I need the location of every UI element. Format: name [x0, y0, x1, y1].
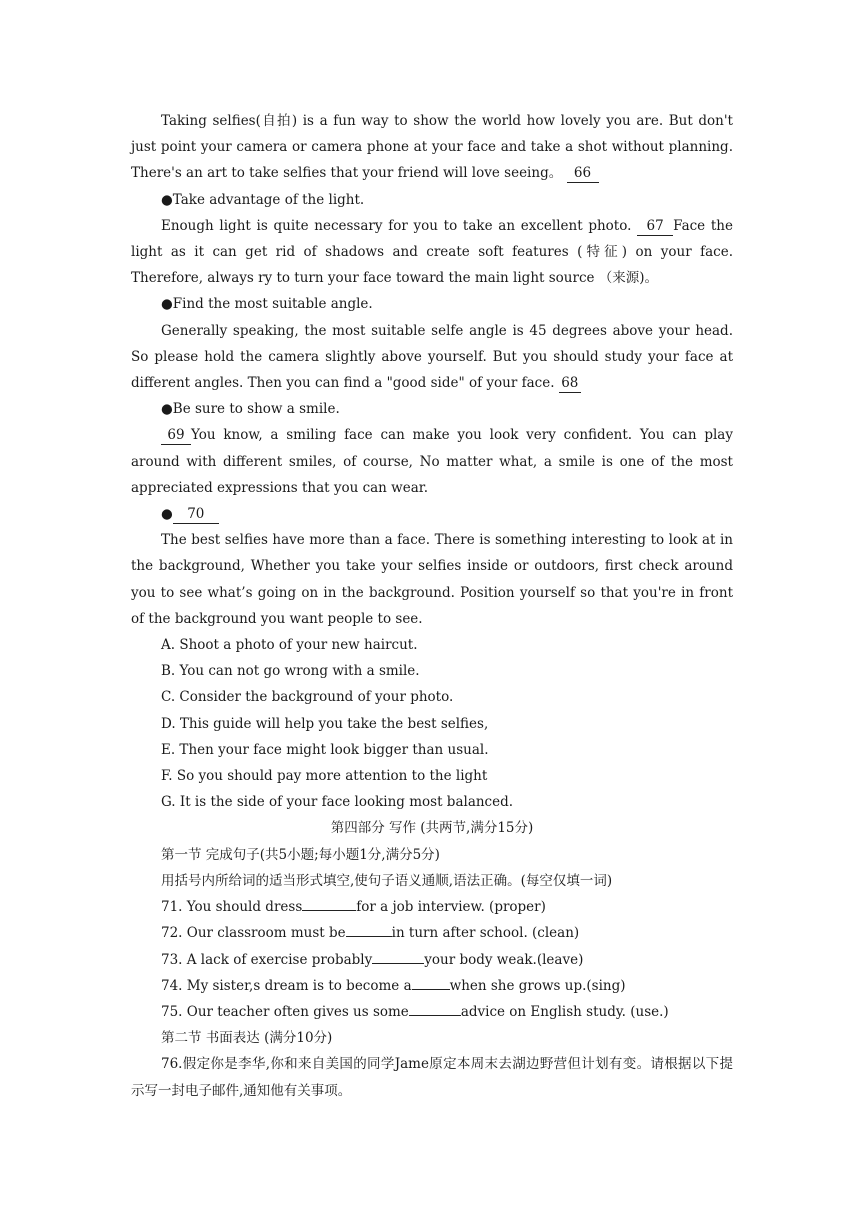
option-c: C. Consider the background of your photo. [161, 689, 454, 706]
answer-blank-75[interactable] [409, 999, 461, 1016]
passage-paragraph-1 [131, 108, 733, 187]
passage-paragraph-2 [131, 213, 733, 292]
question-71 [131, 894, 733, 920]
question-text: 71. You should dress [161, 899, 303, 916]
question-text: your body weak.(leave) [424, 951, 584, 968]
blank-67: 67 [637, 217, 673, 236]
paragraph-text: Face the light as it can get rid of shadows and create soft features (特征) on your face. Therefore, always ry to turn your face toward the main light source （来源)。 [131, 217, 733, 287]
question-74 [131, 973, 733, 999]
question-75 [131, 999, 733, 1025]
option-d: D. This guide will help you take the best selfies, [161, 715, 489, 732]
question-text: 74. My sister,s dream is to become a [161, 977, 412, 994]
part4-title: 第四部分 写作 (共两节,满分15分) [330, 820, 534, 837]
question-text: 73. A lack of exercise probably [161, 951, 373, 968]
option-b: B. You can not go wrong with a smile. [161, 663, 420, 680]
option-f: F. So you should pay more attention to the light [161, 768, 488, 785]
blank-70: 70 [173, 505, 219, 524]
paragraph-text: Enough light is quite necessary for you to take an excellent photo. [161, 217, 632, 234]
exam-page [131, 108, 733, 1104]
question-text: advice on English study. (use.) [460, 1003, 669, 1020]
options-list [131, 632, 733, 815]
question-text: in turn after school. (clean) [391, 925, 580, 942]
answer-blank-72[interactable] [346, 920, 392, 937]
option-a: A. Shoot a photo of your new haircut. [161, 637, 418, 654]
section1-title: 第一节 完成句子(共5小题;每小题1分,满分5分) [161, 846, 440, 863]
answer-blank-71[interactable] [302, 894, 356, 911]
question-text: for a job interview. (proper) [356, 899, 546, 916]
question-text: when she grows up.(sing) [449, 977, 626, 994]
tip-heading-smile: ●Be sure to show a smile. [161, 401, 340, 418]
blank-69: 69 [161, 426, 191, 445]
bullet-mark: ● [161, 506, 173, 523]
option-g: G. It is the side of your face looking most balanced. [161, 794, 514, 811]
blank-66: 66 [567, 164, 599, 183]
answer-blank-73[interactable] [372, 947, 424, 964]
question-72 [131, 920, 733, 946]
question-76: 76.假定你是李华,你和来自美国的同学Jame原定本周末去湖边野营但计划有变。请根据以下提示写一封电子邮件,通知他有关事项。 [131, 1056, 733, 1099]
tip-heading-light: ●Take advantage of the light. [161, 191, 365, 208]
paragraph-text: Generally speaking, the most suitable selfe angle is 45 degrees above your head. So please hold the camera slightly above yourself. But you should study your face at different angles. Then you can find a "good side" of your face. [131, 322, 733, 392]
tip-heading-70 [131, 501, 733, 527]
paragraph-text: Taking selfies(自拍) is a fun way to show the world how lovely you are. But don't just point your camera or camera phone at your face and take a shot without planning. There's an art to take selfies that your friend will love seeing。 [131, 113, 733, 182]
tip-heading-angle: ●Find the most suitable angle. [161, 296, 373, 313]
passage-paragraph-5: The best selfies have more than a face. There is something interesting to look at in the background, Whether you take your selfies inside or outdoors, first check around you to see what’s going on in the background. Position yourself so that you're in front of the background you want people to see. [131, 532, 733, 627]
section2-title: 第二节 书面表达 (满分10分) [161, 1030, 333, 1047]
section1-instructions: 用括号内所给词的适当形式填空,使句子语义通顺,语法正确。(每空仅填一词) [161, 872, 613, 889]
question-text: 72. Our classroom must be [161, 925, 346, 942]
blank-68: 68 [559, 374, 581, 393]
question-text: 75. Our teacher often gives us some [161, 1003, 409, 1020]
question-73 [131, 947, 733, 973]
answer-blank-74[interactable] [412, 973, 450, 990]
paragraph-text: You know, a smiling face can make you look very confident. You can play around with different smiles, of course, No matter what, a smile is one of the most appreciated expressions that you can wear. [131, 427, 733, 496]
option-e: E. Then your face might look bigger than usual. [161, 741, 489, 758]
passage-paragraph-4 [131, 422, 733, 501]
passage-paragraph-3 [131, 318, 733, 397]
